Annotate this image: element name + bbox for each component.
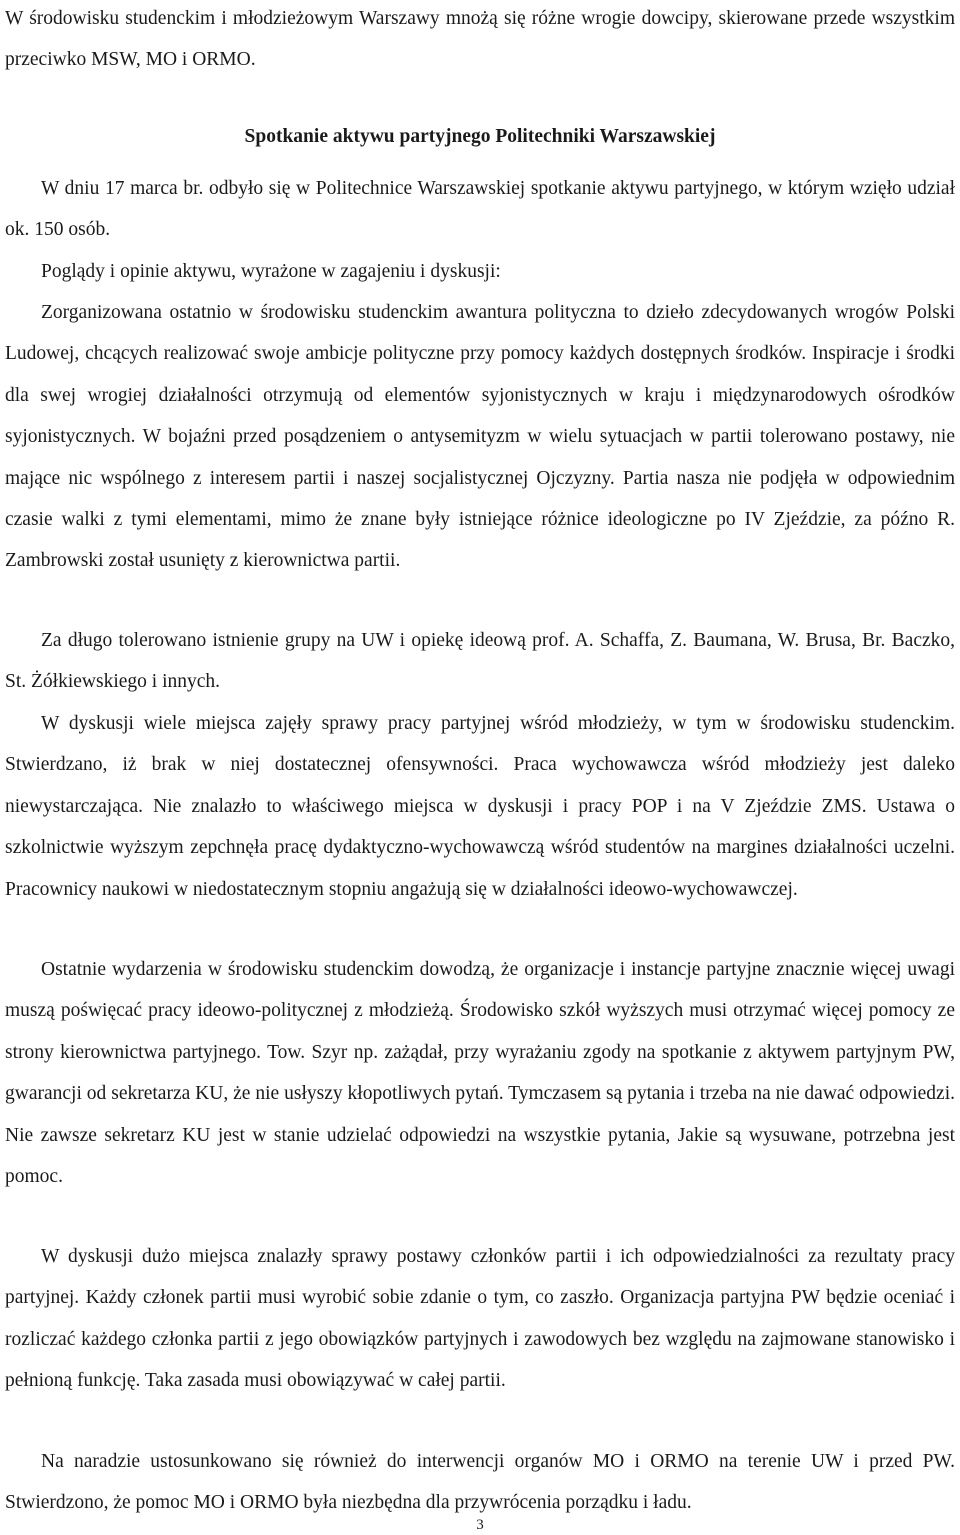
- paragraph-member-attitudes: W dyskusji dużo miejsca znalazły sprawy postawy członków partii i ich odpowiedzialności za rezultaty pracy partyjnej. Każdy członek partii musi wyrobić sobie zdanie o tym, co zaszło. Organizacja partyjna PW będzie oceniać i rozliczać każdego członka partii z jego obowiązków partyjnych i zawodowych bez względu na zajmowane stanowisko i pełnioną funkcję. Taka zasada musi obowiązywać w całej partii.: [5, 1246, 955, 1392]
- section-heading: Spotkanie aktywu partyjnego Politechniki Warszawskiej: [244, 126, 716, 147]
- intro-paragraph: W środowisku studenckim i młodzieżowym Warszawy mnożą się różne wrogie dowcipy, skierowane przede wszystkim przeciwko MSW, MO i ORMO.: [5, 8, 955, 71]
- paragraph-political-affair: Zorganizowana ostatnio w środowisku studenckim awantura polityczna to dzieło zdecydowanych wrogów Polski Ludowej, chcących realizować swoje ambicje polityczne przy pomocy każdych dostępnych środków. Inspiracje i środki dla swej wrogiej działalności otrzymują od elementów syjonistycznych w kraju i międzynarodowych ośrodków syjonistycznych. W bojaźni przed posądzeniem o antysemityzm w wielu sytuacjach w partii tolerowano postawy, nie mające nic wspólnego z interesem partii i naszej socjalistycznej Ojczyzny. Partia nasza nie podjęła w odpowiednim czasie walki z tymi elementami, mimo że znane były istniejące różnice ideologiczne po IV Zjeździe, za późno R. Zambrowski został usunięty z kierownictwa partii.: [5, 302, 955, 572]
- page-number: 3: [476, 1517, 484, 1533]
- paragraph-views-intro: Poglądy i opinie aktywu, wyrażone w zagajeniu i dyskusji:: [41, 261, 501, 282]
- paragraph-meeting-date: W dniu 17 marca br. odbyło się w Politechnice Warszawskiej spotkanie aktywu partyjnego, w którym wzięło udział ok. 150 osób.: [5, 178, 955, 241]
- paragraph-uw-group: Za długo tolerowano istnienie grupy na UW i opiekę ideową prof. A. Schaffa, Z. Baumana, W. Brusa, Br. Baczko, St. Żółkiewskiego i innych.: [5, 630, 955, 693]
- paragraph-recent-events: Ostatnie wydarzenia w środowisku studenckim dowodzą, że organizacje i instancje partyjne znacznie więcej uwagi muszą poświęcać pracy ideowo-politycznej z młodzieżą. Środowisko szkół wyższych musi otrzymać więcej pomocy ze strony kierownictwa partyjnego. Tow. Szyr np. zażądał, przy wyrażaniu zgody na spotkanie z aktywem partyjnym PW, gwarancji od sekretarza KU, że nie usłyszy kłopotliwych pytań. Tymczasem są pytania i trzeba na nie dawać odpowiedzi. Nie zawsze sekretarz KU jest w stanie udzielać odpowiedzi na wszystkie pytania, Jakie są wysuwane, potrzebna jest pomoc.: [5, 959, 955, 1188]
- paragraph-mo-ormo: Na naradzie ustosunkowano się również do interwencji organów MO i ORMO na terenie UW i przed PW. Stwierdzono, że pomoc MO i ORMO była niezbędna dla przywrócenia porządku i ładu.: [5, 1451, 955, 1514]
- paragraph-youth-work: W dyskusji wiele miejsca zajęły sprawy pracy partyjnej wśród młodzieży, w tym w środowisku studenckim. Stwierdzano, iż brak w niej dostatecznej ofensywności. Praca wychowawcza wśród młodzieży jest daleko niewystarczająca. Nie znalazło to właściwego miejsca w dyskusji i pracy POP i na V Zjeździe ZMS. Ustawa o szkolnictwie wyższym zepchnęła pracę dydaktyczno-wychowawczą wśród studentów na margines działalności uczelni. Pracownicy naukowi w niedostatecznym stopniu angażują się w działalności ideowo-wychowawczej.: [5, 713, 955, 900]
